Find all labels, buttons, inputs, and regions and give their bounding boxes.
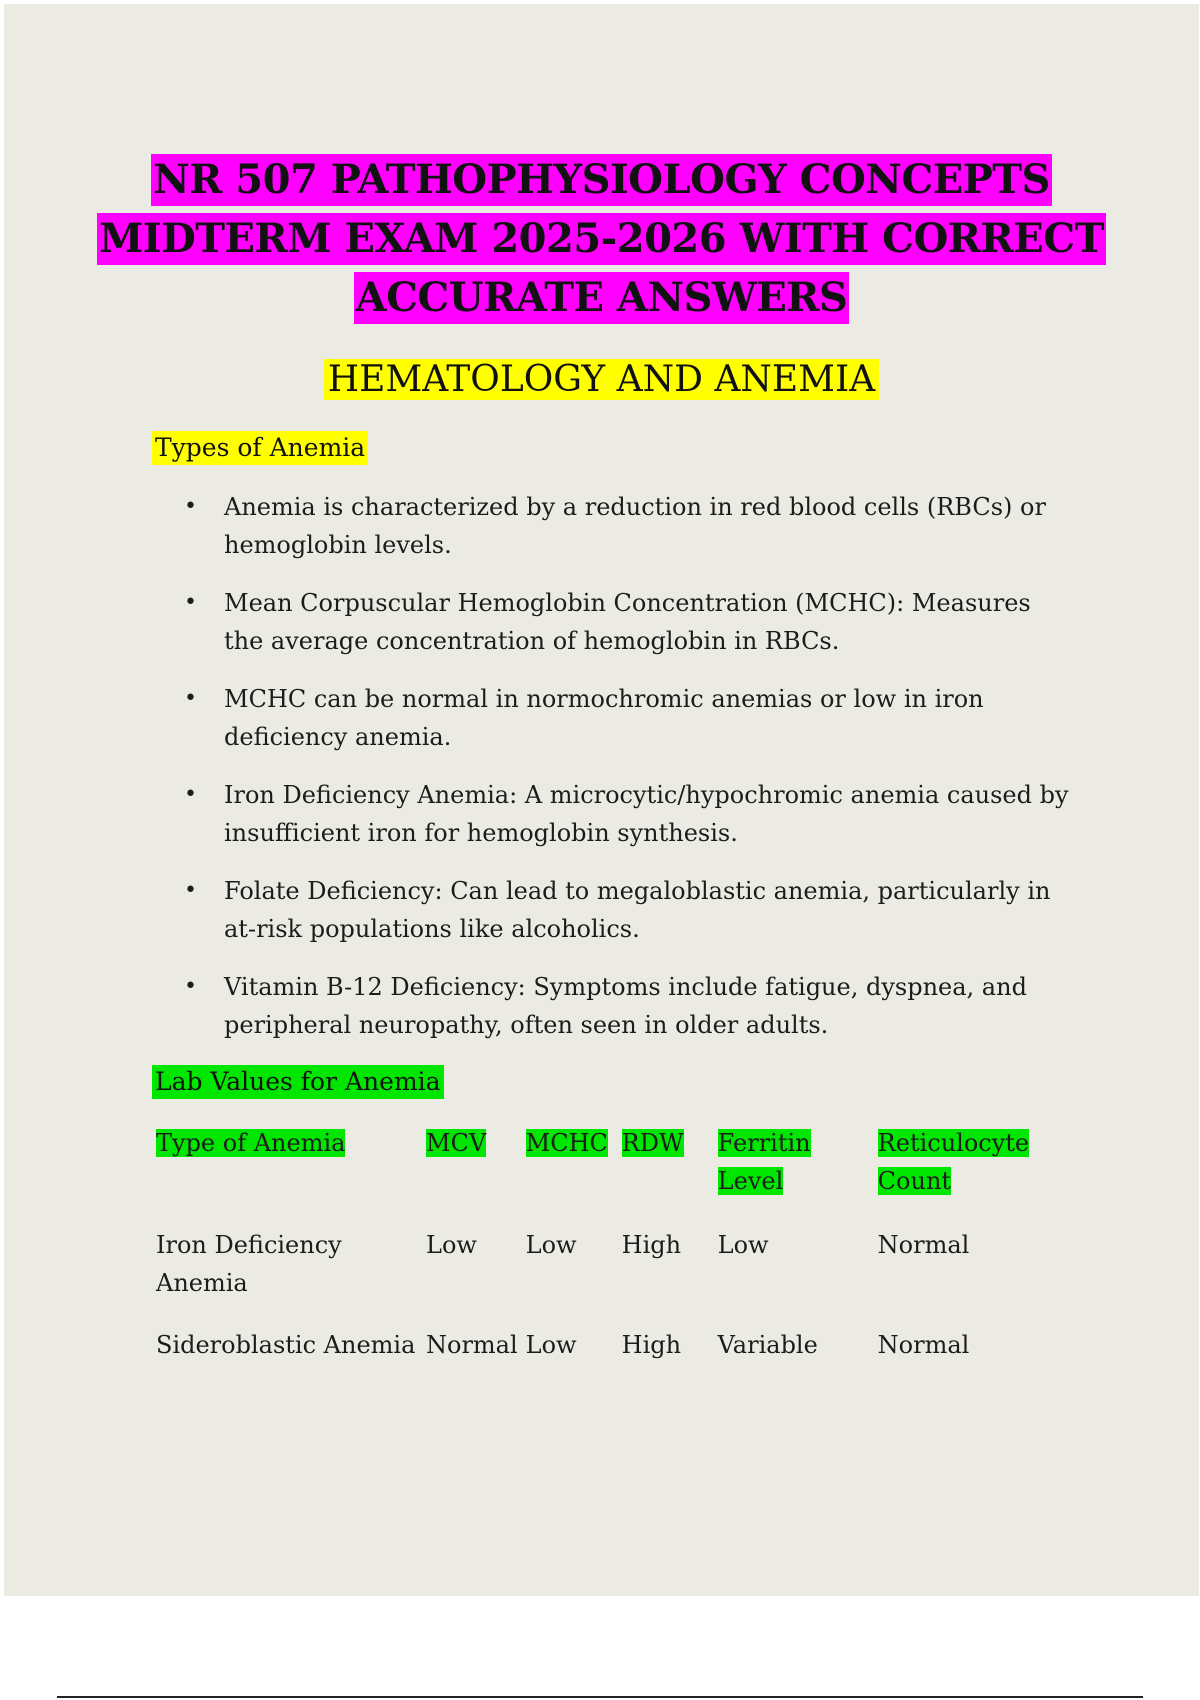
header-ferritin-level: Ferritin Level xyxy=(717,1129,811,1195)
bullet-icon: • xyxy=(184,590,197,615)
list-item-text: MCHC can be normal in normochromic anemias or low in iron deficiency anemia. xyxy=(224,685,984,751)
table-cell: Iron Deficiency Anemia xyxy=(156,1231,342,1297)
table-cell: Normal xyxy=(877,1231,970,1259)
table-cell: Low xyxy=(717,1231,769,1259)
table-header-row xyxy=(152,1124,1042,1226)
header-type-of-anemia: Type of Anemia xyxy=(156,1129,346,1157)
document-title xyxy=(4,154,1199,331)
anemia-bullet-list xyxy=(184,488,1074,1064)
bullet-icon: • xyxy=(184,494,197,519)
bullet-icon: • xyxy=(184,878,197,903)
list-item xyxy=(184,968,1074,1044)
bullet-icon: • xyxy=(184,782,197,807)
document-page xyxy=(4,4,1199,1596)
table-cell: High xyxy=(621,1231,682,1259)
table-row xyxy=(152,1226,1042,1326)
table-cell: Low xyxy=(426,1231,477,1259)
title-line-1: NR 507 PATHOPHYSIOLOGY CONCEPTS xyxy=(151,154,1052,206)
title-line-2: MIDTERM EXAM 2025-2026 WITH CORRECT xyxy=(97,213,1106,265)
list-item-text: Mean Corpuscular Hemoglobin Concentration (MCHC): Measures the average concentration of hemoglobin in RBCs. xyxy=(224,589,1031,655)
list-item-text: Vitamin B-12 Deficiency: Symptoms include fatigue, dyspnea, and peripheral neuropathy, often seen in older adults. xyxy=(224,973,1027,1039)
list-item xyxy=(184,584,1074,660)
section-subtitle xyxy=(4,354,1199,406)
title-line-3: ACCURATE ANSWERS xyxy=(354,272,850,324)
table-row xyxy=(152,1326,1042,1388)
list-item xyxy=(184,776,1074,852)
footer-rule xyxy=(57,1696,1143,1698)
header-reticulocyte-count: Reticulocyte Count xyxy=(877,1129,1030,1195)
subtitle-text: HEMATOLOGY AND ANEMIA xyxy=(324,359,880,400)
header-mcv: MCV xyxy=(426,1129,487,1157)
list-item xyxy=(184,488,1074,564)
bullet-icon: • xyxy=(184,974,197,999)
list-item-text: Iron Deficiency Anemia: A microcytic/hypochromic anemia caused by insufficient iron for hemoglobin synthesis. xyxy=(224,781,1069,847)
header-rdw: RDW xyxy=(621,1129,684,1157)
table-cell: Low xyxy=(525,1331,577,1359)
lab-values-heading: Lab Values for Anemia xyxy=(152,1065,444,1099)
bullet-icon: • xyxy=(184,686,197,711)
table-cell: Low xyxy=(525,1231,577,1259)
table-cell: High xyxy=(621,1331,682,1359)
table-cell: Normal xyxy=(877,1331,970,1359)
table-cell: Sideroblastic Anemia xyxy=(156,1331,416,1359)
list-item xyxy=(184,680,1074,756)
header-mchc: MCHC xyxy=(525,1129,608,1157)
list-item xyxy=(184,872,1074,948)
table-cell: Variable xyxy=(717,1331,818,1359)
list-item-text: Anemia is characterized by a reduction in red blood cells (RBCs) or hemoglobin levels. xyxy=(224,493,1046,559)
types-of-anemia-heading: Types of Anemia xyxy=(152,431,368,465)
table-cell: Normal xyxy=(426,1331,518,1359)
list-item-text: Folate Deficiency: Can lead to megaloblastic anemia, particularly in at-risk populations like alcoholics. xyxy=(224,877,1051,943)
lab-values-table xyxy=(152,1124,1042,1388)
